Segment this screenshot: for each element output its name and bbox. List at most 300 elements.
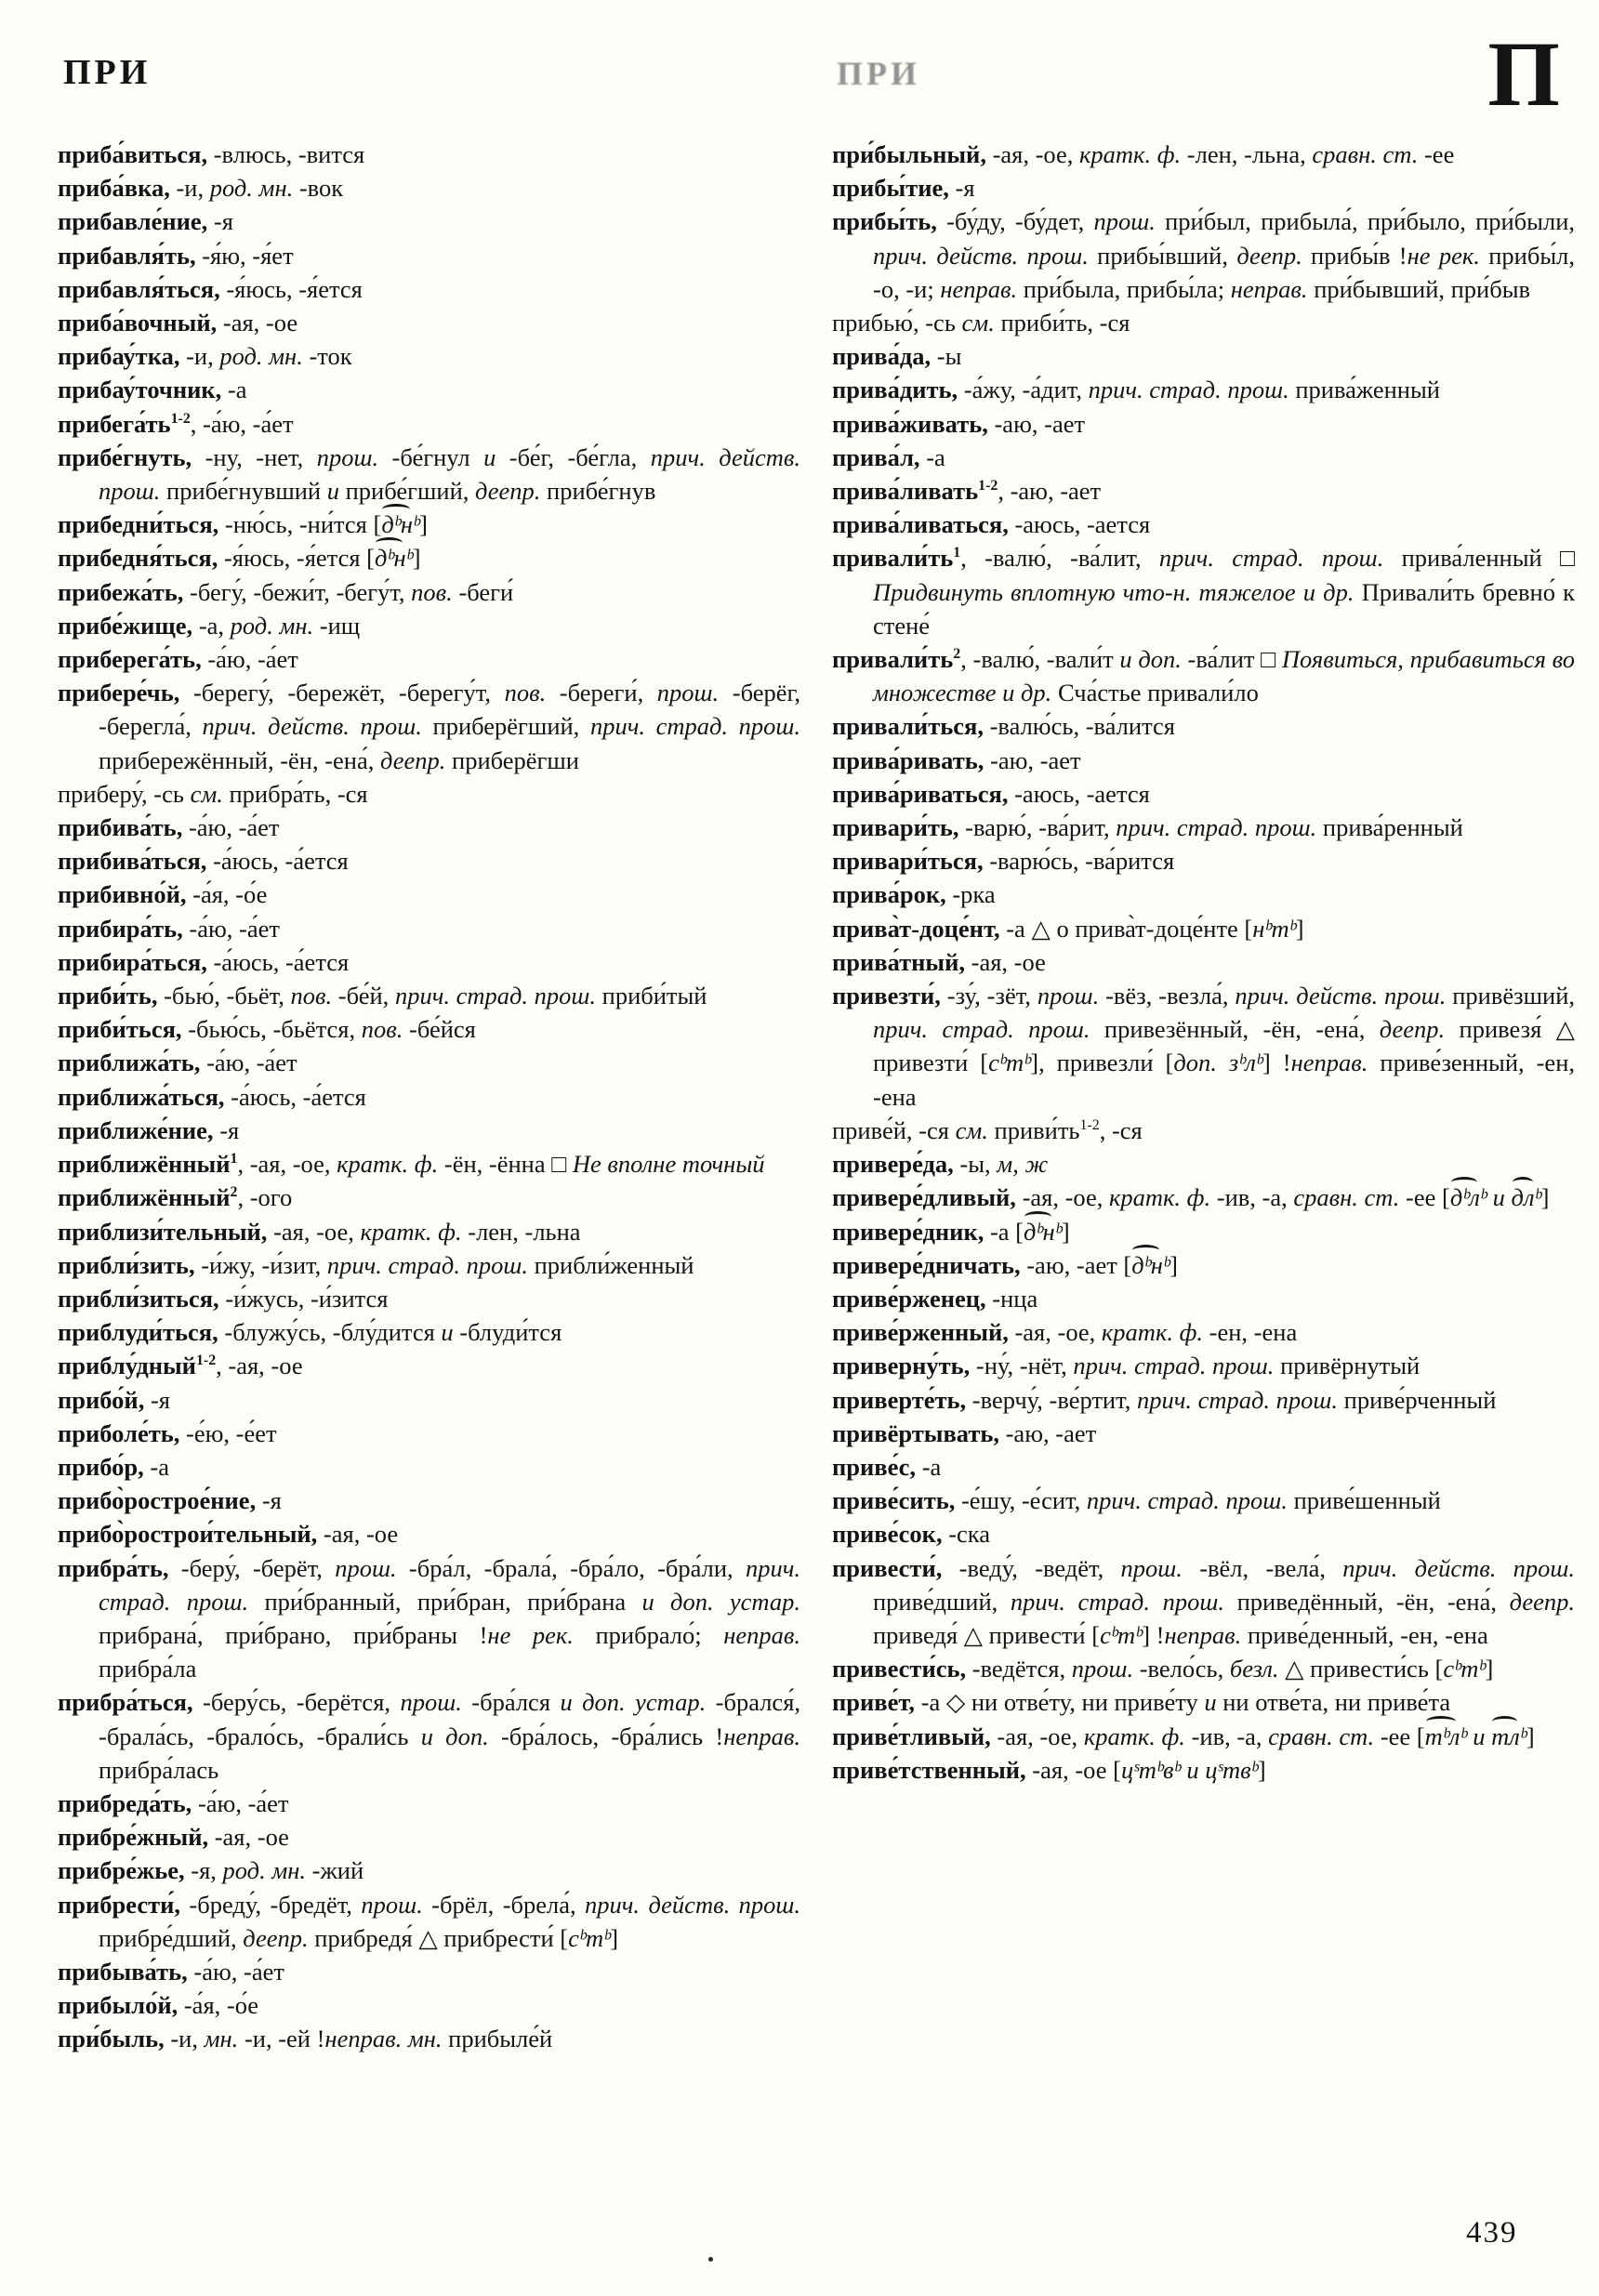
text-run: -нца xyxy=(985,1284,1038,1313)
text-run: при́была, прибы́ла; xyxy=(1017,274,1231,303)
dictionary-entry xyxy=(58,2022,800,2055)
text-run: приби́тый xyxy=(596,982,707,1010)
dictionary-entry xyxy=(58,1787,800,1820)
dictionary-entry xyxy=(58,1147,800,1181)
text-run: прош. xyxy=(361,1890,423,1919)
text-run: прич. действ. прош. xyxy=(202,712,422,741)
headword: прива́ривать, xyxy=(832,746,985,774)
text-run: приведя́ △ привести́ [ xyxy=(873,1620,1101,1649)
headword: приберега́ть, xyxy=(58,645,202,674)
text-run: 1-2 xyxy=(1079,1117,1100,1134)
text-run: -и, xyxy=(169,174,210,203)
text-run: -аю, -ает xyxy=(987,409,1086,438)
dictionary-entry xyxy=(58,171,800,205)
text-run: , -а́ю, -а́ет xyxy=(190,409,294,438)
dictionary-entry xyxy=(58,441,800,508)
text-run: прибе́гнувший xyxy=(160,477,327,506)
text-run: -я, xyxy=(184,1856,223,1885)
headword: приба́виться, xyxy=(58,140,208,168)
dictionary-entry xyxy=(58,541,800,574)
catchword-left: ПРИ xyxy=(63,53,152,92)
text-run: деепр. xyxy=(1379,1015,1446,1044)
text-run: -аюсь, -ается xyxy=(1008,510,1151,539)
text-run: прибредя́ △ прибрести́ [ xyxy=(308,1923,569,1952)
text-run: прош. xyxy=(656,679,720,707)
text-run: -ая, -ое, xyxy=(990,1722,1084,1750)
dictionary-entry xyxy=(832,373,1575,406)
headword: приби́ться, xyxy=(58,1015,182,1044)
phonetic-note: сᵇтᵇ xyxy=(988,1049,1031,1077)
headword: прива́да, xyxy=(832,342,932,371)
text-run: -бе́йся xyxy=(403,1015,476,1044)
headword: прибре́жный, xyxy=(58,1823,209,1852)
text-run: -а xyxy=(919,442,945,471)
text-run: см. xyxy=(190,779,223,808)
text-run: прош. xyxy=(335,1553,397,1582)
text-run: -а ◇ ни отве́ту, ни приве́ту xyxy=(915,1688,1205,1717)
headword: прибли́зить, xyxy=(58,1250,195,1279)
text-run: при́был, прибыла́, при́было, при́были, xyxy=(1155,207,1576,236)
dictionary-entry xyxy=(58,306,800,339)
headword: прибере́чь, xyxy=(58,679,180,707)
phonetic-note: зᵇлᵇ xyxy=(1228,1049,1263,1077)
text-run: ] xyxy=(1295,914,1304,943)
text-run: -бра́л, -брала́, -бра́ло, -бра́ли, xyxy=(396,1553,746,1582)
text-run: устар. xyxy=(635,1688,707,1717)
text-run: -лен, -льна xyxy=(461,1217,581,1246)
text-run: Привали́ть бревно́ к стене́ xyxy=(873,577,1575,640)
dictionary-entry xyxy=(832,1349,1575,1382)
text-run: род. мн. xyxy=(209,174,294,203)
dictionary-entry xyxy=(832,339,1575,373)
text-run: неправ. xyxy=(723,1722,800,1750)
text-run: -я xyxy=(213,1115,240,1144)
text-run: 2 xyxy=(953,646,961,663)
text-run: род. мн. xyxy=(222,1856,307,1885)
headword: прибре́жье, xyxy=(58,1856,185,1885)
text-run: -я xyxy=(948,174,975,203)
text-run: прива́ленный □ xyxy=(1383,544,1576,573)
text-run: прич. действ. прош. xyxy=(585,1890,800,1919)
text-run: △ привести́сь [ xyxy=(1278,1655,1444,1683)
text-run: -а́ю, -а́ет xyxy=(187,1957,284,1986)
text-run: привёрнутый xyxy=(1274,1352,1421,1380)
dictionary-entry xyxy=(58,676,800,777)
headword: приве́сить, xyxy=(832,1486,956,1515)
text-run: -я́юсь, -я́ется xyxy=(219,274,363,303)
text-run: прош. xyxy=(316,442,379,471)
dictionary-entry xyxy=(58,1417,800,1450)
headword: прибра́ть, xyxy=(58,1553,169,1582)
dictionary-entry xyxy=(58,1820,800,1854)
phonetic-note: нᵇтᵇ xyxy=(1252,914,1296,943)
text-run: прибрало́; xyxy=(573,1620,724,1649)
text-run: -жий xyxy=(306,1856,364,1885)
dictionary-entry xyxy=(832,441,1575,474)
text-run: -и́жусь, -и́зится xyxy=(218,1284,389,1313)
dictionary-entry xyxy=(58,205,800,238)
headword: прибли́зиться, xyxy=(58,1284,219,1313)
dictionary-entry xyxy=(832,1652,1575,1685)
phonetic-note: тлᵇ xyxy=(1491,1720,1526,1753)
catchword-center: ПРИ xyxy=(837,55,920,92)
text-run: прибережённый, -ён, -ена́, xyxy=(99,746,380,774)
text-run: -рка xyxy=(945,880,996,909)
dictionary-entry xyxy=(58,1349,800,1382)
headword: привали́ть xyxy=(832,544,954,573)
text-run: м, ж xyxy=(997,1150,1049,1179)
dictionary-entry xyxy=(832,1248,1575,1282)
dictionary-entry xyxy=(58,1383,800,1417)
text-run: -бегу́, -бежи́т, -бегу́т, xyxy=(183,577,412,606)
text-run: приве́дший, xyxy=(873,1587,1011,1616)
headword: привести́сь, xyxy=(832,1655,967,1683)
dictionary-entry xyxy=(832,1383,1575,1417)
text-run: -берегу́, -бережёт, -берегу́т, xyxy=(179,679,505,707)
text-run: -а́юсь, -а́ется xyxy=(224,1082,366,1111)
text-run: прош. xyxy=(1071,1655,1134,1683)
headword: приба́вка, xyxy=(58,174,170,203)
text-run: -е́ю, -е́ет xyxy=(179,1419,277,1447)
headword: прибыло́й, xyxy=(58,1991,178,2020)
phonetic-note: дᵇнᵇ xyxy=(1131,1248,1170,1282)
text-run: Не вполне точный xyxy=(572,1150,765,1179)
headword: приве́т, xyxy=(832,1688,915,1717)
dictionary-entry xyxy=(832,1753,1575,1787)
headword: при́быльный, xyxy=(832,140,986,168)
dictionary-entry xyxy=(58,877,800,911)
text-run: -ню́сь, -ни́тся [ xyxy=(218,510,382,539)
phonetic-note: длᵇ xyxy=(1512,1181,1541,1214)
text-run: прич. страд. прош. xyxy=(589,712,801,741)
text-run: -ая, -ое xyxy=(217,309,298,337)
text-run: -беру́сь, -берётся, xyxy=(192,1688,401,1717)
text-run: -ведётся, xyxy=(966,1655,1072,1683)
text-run: прибыле́й xyxy=(442,2025,553,2053)
text-run: кратк. ф. xyxy=(1079,140,1182,168)
text-run: сравн. ст. xyxy=(1293,1183,1400,1212)
text-run: -я xyxy=(144,1385,170,1414)
text-run: род. мн. xyxy=(219,342,303,371)
text-run: пов. xyxy=(290,982,333,1010)
text-run: приве́рченный xyxy=(1338,1385,1497,1414)
text-run: прибре́дший, xyxy=(99,1923,244,1952)
dictionary-entry xyxy=(832,744,1575,777)
headword: приба́вочный, xyxy=(58,309,218,337)
headword: прива́рок, xyxy=(832,880,946,909)
text-run: приви́ть xyxy=(987,1115,1080,1144)
text-run: см. xyxy=(961,309,995,337)
text-run: -а xyxy=(916,1452,942,1481)
text-run: , -валю́, -ва́лит, xyxy=(960,544,1159,573)
dictionary-entry xyxy=(832,979,1575,1114)
dictionary-entry xyxy=(832,1215,1575,1248)
text-run: -блуди́тся xyxy=(453,1318,562,1347)
dictionary-entry xyxy=(58,373,800,406)
text-run: , -ся xyxy=(1099,1115,1143,1144)
text-run: прич. страд. прош. xyxy=(1088,376,1289,404)
headword: прибавля́ться, xyxy=(58,274,220,303)
headword: приве́рженный, xyxy=(832,1318,1009,1347)
text-run: прич. действ. прош. xyxy=(873,241,1089,270)
dictionary-entry xyxy=(58,811,800,844)
text-run: -ее [ xyxy=(1374,1722,1425,1750)
text-run: приведённый, -ён, -ена́, xyxy=(1223,1587,1510,1616)
text-run: ] xyxy=(1526,1722,1535,1750)
text-run: и xyxy=(1487,1183,1512,1212)
text-run: прибы́л, -о, -и; xyxy=(873,241,1575,303)
dictionary-entry xyxy=(832,1417,1575,1450)
headword: прибо̀рострои́тельный, xyxy=(58,1520,318,1549)
dictionary-entry xyxy=(832,1484,1575,1517)
text-run: приби́ть, -ся xyxy=(994,309,1130,337)
text-run: прич. страд. прош. xyxy=(873,1015,1090,1044)
text-run: -ив, -а, xyxy=(1210,1183,1294,1212)
phonetic-note: тᵇлᵇ xyxy=(1425,1720,1467,1753)
text-run: ] ! xyxy=(1142,1620,1165,1649)
text-run: -а́юсь, -а́ется xyxy=(206,947,350,976)
dictionary-entry xyxy=(832,508,1575,541)
text-run: -ая, -ое xyxy=(965,947,1046,976)
headword: приблу́дный xyxy=(58,1352,196,1380)
text-run: прич. страд. прош. xyxy=(1136,1385,1339,1414)
text-run: -ён, -ённа □ xyxy=(438,1150,573,1179)
dictionary-entry xyxy=(58,508,800,541)
dictionary-entry xyxy=(58,1854,800,1887)
dictionary-entry xyxy=(832,541,1575,642)
text-run: -бра́лось, -бра́лись ! xyxy=(488,1722,724,1750)
text-run: прич. страд. прош. xyxy=(99,1553,800,1616)
dictionary-entry xyxy=(832,1147,1575,1181)
headword: прибыва́ть, xyxy=(58,1957,188,1986)
headword: прибы́тие, xyxy=(832,174,949,203)
text-run: ] xyxy=(412,544,421,573)
text-run: неправ. xyxy=(1290,1049,1368,1077)
text-run: -ее [ xyxy=(1399,1183,1450,1212)
text-run: приве́зенный, -ен, -ена xyxy=(873,1049,1576,1111)
headword: приве́рженец, xyxy=(832,1284,986,1313)
text-run: -вёл, -вела́, xyxy=(1182,1553,1343,1582)
text-run: ни отве́та, ни приве́та xyxy=(1216,1688,1451,1717)
headword: прибавля́ть, xyxy=(58,241,196,270)
dictionary-entry xyxy=(58,1181,800,1214)
text-run: и xyxy=(1180,1755,1206,1784)
dictionary-entry xyxy=(58,1888,800,1955)
text-run: , -ая, -ое xyxy=(216,1352,303,1380)
text-run: -а xyxy=(143,1452,170,1481)
dictionary-entry xyxy=(832,205,1575,306)
text-run: , -ая, -ое, xyxy=(237,1150,337,1179)
text-run: прич. страд. прош. xyxy=(394,982,597,1010)
text-run: см. xyxy=(955,1115,988,1144)
text-run: и доп. устар. xyxy=(641,1587,800,1616)
text-run: -ая, -ое xyxy=(317,1520,399,1549)
text-run: безл. xyxy=(1229,1655,1279,1683)
text-run: род. мн. xyxy=(230,611,314,640)
headword: прива́л, xyxy=(832,442,920,471)
phonetic-note: дᵇнᵇ xyxy=(381,508,419,541)
text-run: -ая, -ое, xyxy=(985,140,1080,168)
dictionary-entry xyxy=(832,1551,1575,1653)
text-run: деепр. xyxy=(1509,1587,1576,1616)
headword: прибау́тка, xyxy=(58,342,180,371)
dictionary-entry xyxy=(832,1517,1575,1550)
text-run: -я xyxy=(207,207,233,236)
text-run: 1 xyxy=(230,1151,238,1168)
dictionary-entry xyxy=(832,642,1575,709)
dictionary-entry xyxy=(58,945,800,979)
dictionary-entry xyxy=(832,474,1575,508)
phonetic-note: сᵇтᵇ xyxy=(568,1923,611,1952)
text-run: -влюсь, -вится xyxy=(207,140,365,168)
text-run: при́бранный, при́бран, при́брана xyxy=(248,1587,642,1616)
text-run: -а xyxy=(221,376,247,404)
dictionary-entry xyxy=(58,1215,800,1248)
text-run: приве́денный, -ен, -ена xyxy=(1241,1620,1488,1649)
text-run: деепр. xyxy=(1236,241,1302,270)
text-run: прош. xyxy=(1120,1553,1183,1582)
headword: прива́риваться, xyxy=(832,779,1009,808)
text-run: -ен, -ена xyxy=(1203,1318,1298,1347)
headword: прива̀т-доце́нт, xyxy=(832,914,1000,943)
columns xyxy=(58,138,1575,2056)
text-run: при́бывший, при́быв xyxy=(1307,274,1531,303)
dictionary-entry xyxy=(832,306,1575,339)
headword: прибира́ть, xyxy=(58,914,183,943)
text-run: -брёл, -брела́, xyxy=(422,1890,586,1919)
text-run: -береги́, xyxy=(546,679,657,707)
dictionary-entry xyxy=(58,239,800,272)
text-run: Придвинуть вплотную что-н. тяжелое и др. xyxy=(873,577,1355,606)
headword: приве́сок, xyxy=(832,1520,943,1549)
text-run: и xyxy=(1466,1722,1492,1750)
text-run: 1-2 xyxy=(195,1353,217,1369)
text-run: и доп. xyxy=(1119,645,1182,674)
phonetic-note: дᵇнᵇ xyxy=(375,541,413,574)
headword: при́быль, xyxy=(58,2025,165,2053)
headword: привари́ть, xyxy=(832,813,959,842)
text-run: приберёгший, xyxy=(421,712,590,741)
headword: прибо̀рострое́ние, xyxy=(58,1486,257,1515)
text-run: пов. xyxy=(504,679,547,707)
headword: прибра́ться, xyxy=(58,1688,193,1717)
dictionary-entry xyxy=(58,1450,800,1484)
text-run: -блужу́сь, -блу́дится xyxy=(218,1318,442,1347)
text-run: ] xyxy=(419,510,428,539)
text-run: -бью́, -бьёт, xyxy=(157,982,291,1010)
dictionary-entry xyxy=(58,642,800,676)
text-run: мн. xyxy=(204,2025,239,2053)
text-run: -вёз, -везла́, xyxy=(1099,982,1236,1010)
text-run: ] xyxy=(1061,1217,1070,1246)
dictionary-entry xyxy=(832,1720,1575,1753)
dictionary-entry xyxy=(832,407,1575,441)
text-run: привезя́ △ привезти́ [ xyxy=(873,1015,1575,1077)
text-run: не рек. xyxy=(487,1620,574,1649)
text-run: -варю́, -ва́рит, xyxy=(958,813,1117,842)
dictionary-entry xyxy=(58,979,800,1012)
text-run: прибы́вший, xyxy=(1088,241,1237,270)
text-run xyxy=(626,1688,635,1716)
headword: прибрести́, xyxy=(58,1890,181,1919)
text-run: прич. действ. прош. xyxy=(99,442,800,506)
phonetic-note: цˢтвᵇ xyxy=(1205,1755,1258,1784)
phonetic-note: сᵇтᵇ xyxy=(1100,1620,1143,1649)
text-run: -аюсь, -ается xyxy=(1008,779,1150,808)
text-run: ] xyxy=(1540,1183,1550,1212)
dictionary-entry xyxy=(58,1012,800,1046)
text-run: и доп. xyxy=(560,1688,626,1717)
headword: приверну́ть, xyxy=(832,1352,971,1380)
text-run: привёзший, xyxy=(1446,982,1575,1010)
text-run: кратк. ф. xyxy=(337,1150,439,1179)
text-run: приве́й, -ся xyxy=(832,1115,956,1144)
text-run: прош. xyxy=(1093,207,1156,236)
text-run: , -аю, -ает xyxy=(998,477,1102,506)
dictionary-entry xyxy=(832,138,1575,171)
headword: прива́живать, xyxy=(832,409,988,438)
text-run: кратк. ф. xyxy=(1083,1722,1185,1750)
text-run: -валю́сь, -ва́лится xyxy=(983,712,1175,741)
text-run: -верчу́, -ве́ртит, xyxy=(966,1385,1137,1414)
print-speck xyxy=(708,2257,713,2262)
text-run: -ы xyxy=(931,342,962,371)
phonetic-note: дᵇнᵇ xyxy=(1024,1215,1062,1248)
headword: приби́ть, xyxy=(58,982,158,1010)
headword: привёртывать, xyxy=(832,1419,999,1447)
headword: приблизи́тельный, xyxy=(58,1217,268,1246)
text-run: -беру́, -берёт, xyxy=(168,1553,336,1582)
text-run: прибе́гший, xyxy=(338,477,476,506)
text-run: неправ. xyxy=(1164,1620,1242,1649)
headword: приближа́ться, xyxy=(58,1082,225,1111)
text-run: -бу́ду, -бу́дет, xyxy=(936,207,1094,236)
text-run: деепр. xyxy=(475,477,541,506)
text-run: -я́юсь, -я́ется [ xyxy=(218,544,375,573)
dictionary-entry xyxy=(58,272,800,306)
dictionary-entry xyxy=(58,1114,800,1147)
running-head xyxy=(58,22,1575,136)
text-run: -а́ю, -а́ет xyxy=(182,813,280,842)
text-run: ] xyxy=(1170,1250,1178,1279)
dictionary-entry xyxy=(58,1955,800,1988)
text-run: -а, xyxy=(192,611,231,640)
text-run: прош. xyxy=(1037,982,1100,1010)
text-run: -ток xyxy=(302,342,352,371)
headword: прибреда́ть, xyxy=(58,1788,192,1817)
headword: прибедни́ться, xyxy=(58,510,219,539)
headword: прибивно́й, xyxy=(58,880,187,909)
dictionary-entry xyxy=(832,1450,1575,1484)
text-run: деепр. xyxy=(380,746,446,774)
text-run: прич. страд. прош. xyxy=(1010,1587,1224,1616)
headword: прива́ливаться, xyxy=(832,510,1009,539)
dictionary-entry xyxy=(58,777,800,811)
text-run: -и́жу, -и́зит, xyxy=(194,1250,327,1279)
text-run: прич. страд. прош. xyxy=(1086,1486,1288,1515)
text-run: прич. страд. прош. xyxy=(1073,1352,1275,1380)
text-run: -и, xyxy=(179,342,220,371)
column-right xyxy=(832,138,1575,2056)
text-run: кратк. ф. xyxy=(1101,1318,1204,1347)
dictionary-entry xyxy=(58,339,800,373)
section-letter: П xyxy=(1487,22,1560,125)
text-run: -бреду́, -бредёт, xyxy=(180,1890,362,1919)
text-run xyxy=(1217,1049,1229,1076)
text-run: -а́я, -о́е xyxy=(186,880,268,909)
headword: приблуди́ться, xyxy=(58,1318,218,1347)
phonetic-note: дᵇлᵇ xyxy=(1450,1181,1487,1214)
